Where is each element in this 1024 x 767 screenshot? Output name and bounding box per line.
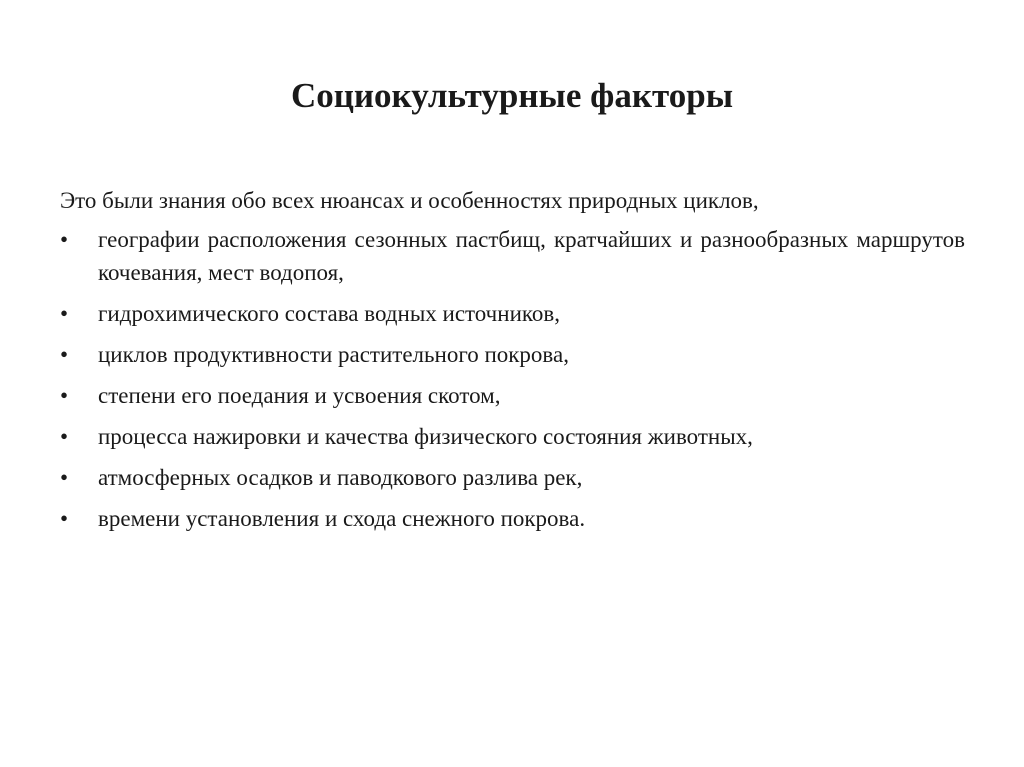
bullet-marker: • bbox=[60, 465, 69, 490]
list-item bbox=[60, 338, 965, 371]
bullet-marker: • bbox=[60, 424, 69, 449]
list-item bbox=[60, 379, 965, 412]
bullet-marker: • bbox=[60, 301, 69, 326]
bullet-marker: • bbox=[60, 227, 69, 252]
bullet-marker: • bbox=[60, 342, 69, 367]
list-item-text: процесса нажировки и качества физического состояния животных, bbox=[98, 424, 753, 449]
list-item bbox=[60, 502, 965, 535]
list-item-text: циклов продуктивности растительного покрова, bbox=[98, 342, 569, 367]
list-item bbox=[60, 297, 965, 330]
list-item-text: атмосферных осадков и паводкового разлива рек, bbox=[98, 465, 583, 490]
bullet-marker: • bbox=[60, 506, 69, 531]
list-item-text: географии расположения сезонных пастбищ, кратчайших и разнообразных маршрутов кочевания, мест водопоя, bbox=[98, 227, 965, 285]
intro-text: Это были знания обо всех нюансах и особенностях природных циклов, bbox=[60, 188, 759, 213]
bullet-list bbox=[60, 223, 965, 535]
bullet-marker: • bbox=[60, 383, 69, 408]
list-item-text: степени его поедания и усвоения скотом, bbox=[98, 383, 501, 408]
list-item bbox=[60, 420, 965, 453]
slide-content bbox=[60, 184, 965, 543]
slide-title: Социокультурные факторы bbox=[290, 76, 734, 115]
list-item bbox=[60, 223, 965, 289]
list-item-text: времени установления и схода снежного покрова. bbox=[98, 506, 586, 531]
list-item bbox=[60, 461, 965, 494]
list-item-text: гидрохимического состава водных источников, bbox=[98, 301, 560, 326]
